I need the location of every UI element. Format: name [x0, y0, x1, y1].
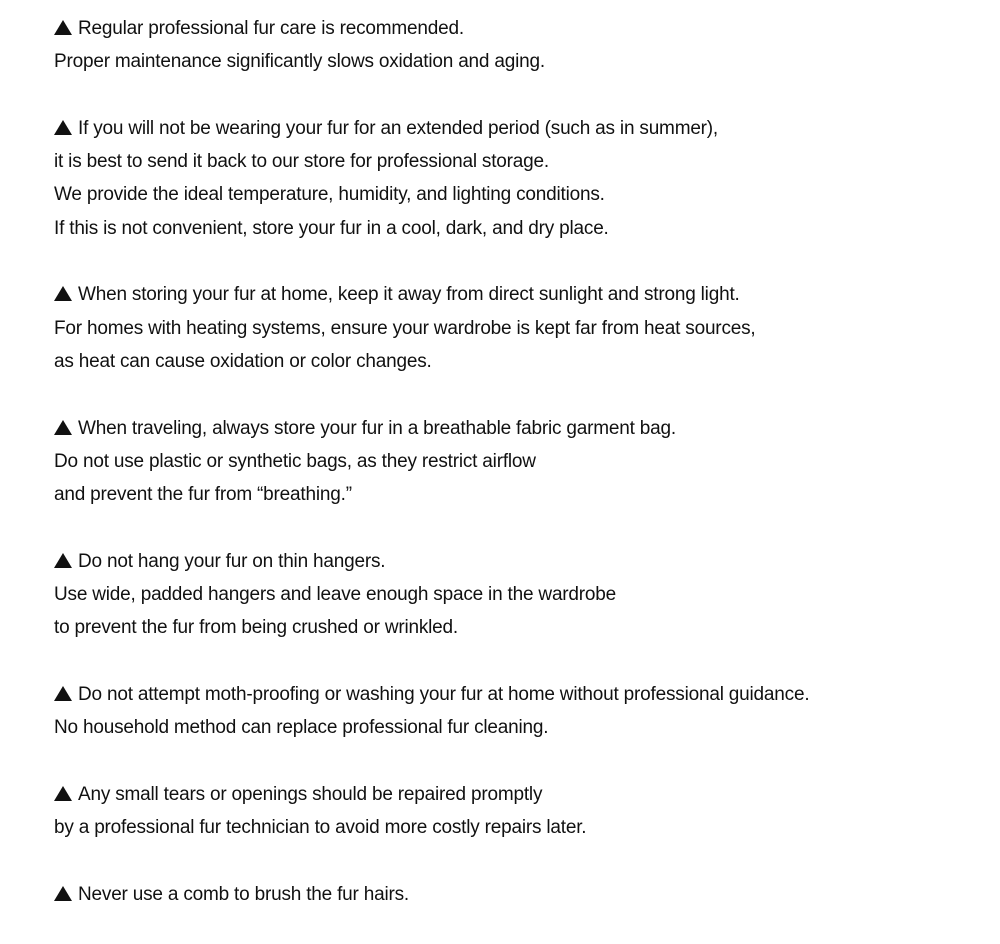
- tip-line: by a professional fur technician to avoid more costly repairs later.: [54, 817, 587, 839]
- triangle-up-icon: [54, 286, 72, 301]
- care-tip: [54, 678, 809, 745]
- tip-line: Use wide, padded hangers and leave enough space in the wardrobe: [54, 584, 617, 606]
- tip-line: and prevent the fur from “breathing.”: [54, 484, 352, 506]
- care-tip: [54, 545, 809, 645]
- triangle-up-icon: [54, 786, 72, 801]
- triangle-up-icon: [54, 886, 72, 901]
- tip-heading: Any small tears or openings should be repaired promptly: [78, 783, 543, 805]
- care-tip: [54, 112, 809, 245]
- care-tip: [54, 278, 809, 378]
- triangle-up-icon: [54, 553, 72, 568]
- tip-line: it is best to send it back to our store for professional storage.: [54, 151, 549, 173]
- triangle-up-icon: [54, 120, 72, 135]
- tip-heading: If you will not be wearing your fur for an extended period (such as in summer),: [78, 117, 719, 139]
- tip-line: No household method can replace professional fur cleaning.: [54, 717, 549, 739]
- triangle-up-icon: [54, 420, 72, 435]
- tip-line: Proper maintenance significantly slows oxidation and aging.: [54, 51, 545, 73]
- tip-line: as heat can cause oxidation or color changes.: [54, 350, 432, 372]
- care-tip: [54, 412, 809, 512]
- tip-line: We provide the ideal temperature, humidity, and lighting conditions.: [54, 184, 605, 206]
- tip-heading: Regular professional fur care is recommended.: [78, 18, 464, 39]
- tip-heading: When traveling, always store your fur in a breathable fabric garment bag.: [78, 417, 676, 439]
- tip-line: to prevent the fur from being crushed or wrinkled.: [54, 617, 458, 639]
- triangle-up-icon: [54, 20, 72, 35]
- care-tip: [54, 878, 809, 911]
- tip-heading: Do not hang your fur on thin hangers.: [78, 550, 386, 572]
- care-tip: [54, 778, 809, 845]
- tip-heading: When storing your fur at home, keep it away from direct sunlight and strong light.: [78, 284, 740, 306]
- triangle-up-icon: [54, 686, 72, 701]
- tip-line: For homes with heating systems, ensure your wardrobe is kept far from heat sources,: [54, 317, 756, 339]
- tip-heading: Never use a comb to brush the fur hairs.: [78, 883, 409, 905]
- tip-heading: Do not attempt moth-proofing or washing your fur at home without professional guidance.: [78, 683, 810, 705]
- tip-line: If this is not convenient, store your fur in a cool, dark, and dry place.: [54, 217, 609, 239]
- tip-line: Do not use plastic or synthetic bags, as they restrict airflow: [54, 450, 536, 472]
- care-tip: [54, 12, 809, 79]
- fur-care-instructions: [54, 12, 809, 944]
